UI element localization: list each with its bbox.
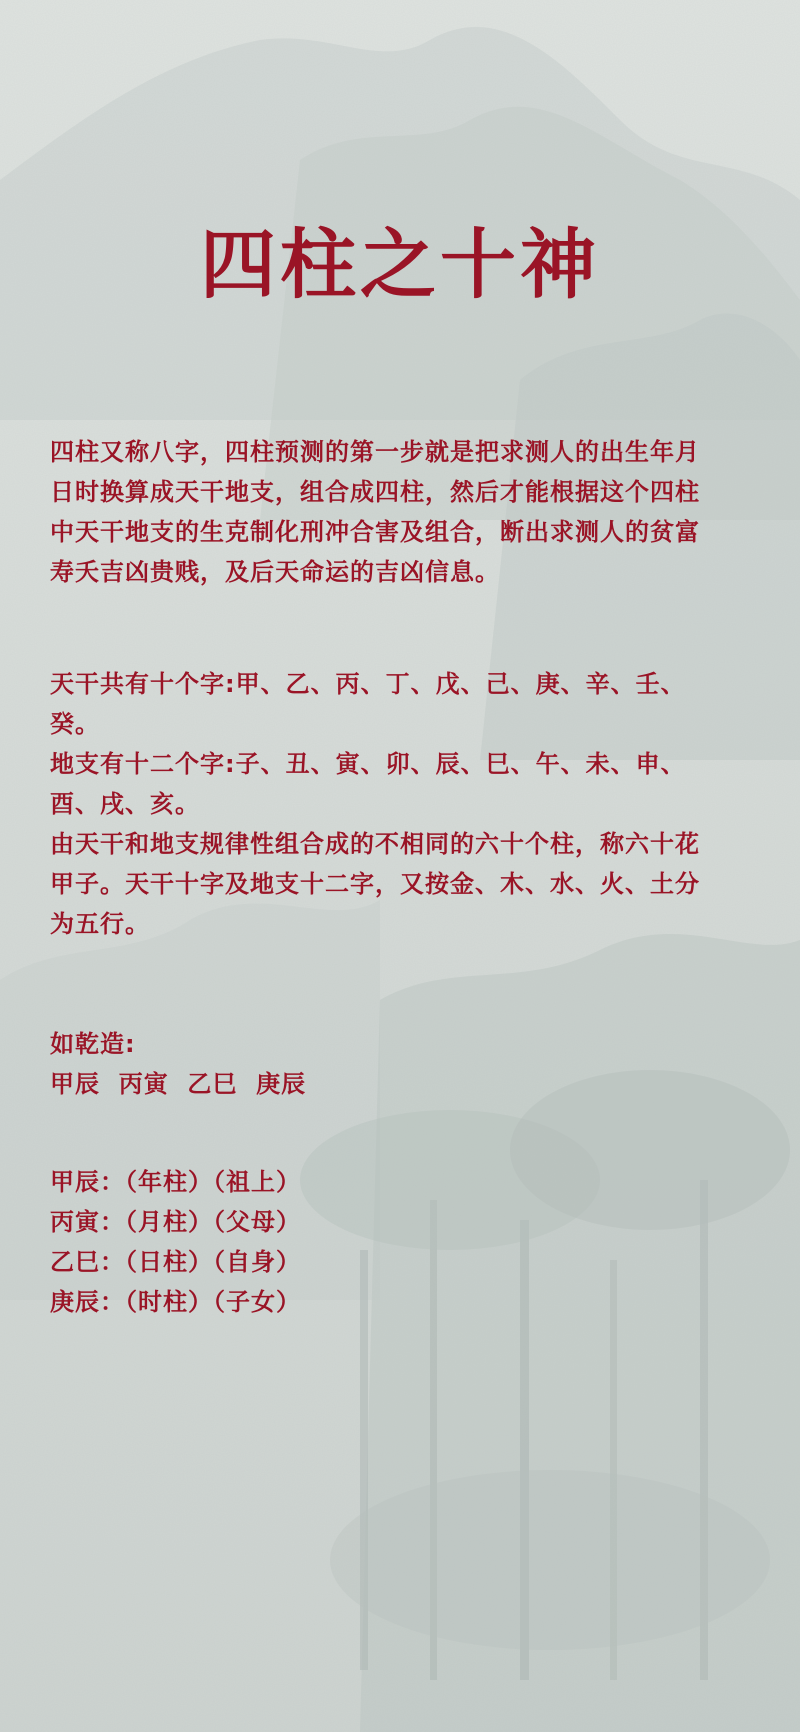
sixty-jiazi-line: 由天干和地支规律性组合成的不相同的六十个柱，称六十花 [50,830,700,858]
sixty-jiazi-line: 为五行。 [50,910,150,938]
example-pillars: 甲辰 丙寅 乙巳 庚辰 [50,1070,307,1098]
intro-line: 中天干地支的生克制化刑冲合害及组合，断出求测人的贫富 [50,518,700,546]
stems-line: 天干共有十个字:甲、乙、丙、丁、戊、己、庚、辛、壬、 [50,670,686,698]
stems-branches-paragraph [50,664,760,944]
pillar-year: 甲辰：（年柱）（祖上） [50,1168,301,1196]
intro-line: 寿夭吉凶贵贱，及后天命运的吉凶信息。 [50,558,500,586]
branches-line: 地支有十二个字:子、丑、寅、卯、辰、巳、午、未、申、 [50,750,686,778]
intro-paragraph [50,432,760,592]
intro-line: 四柱又称八字，四柱预测的第一步就是把求测人的出生年月 [50,438,700,466]
branches-line: 酉、戌、亥。 [50,790,200,818]
intro-line: 日时换算成天干地支，组合成四柱，然后才能根据这个四柱 [50,478,700,506]
pillar-meanings-list [50,1162,760,1322]
example-label: 如乾造: [50,1030,136,1058]
pillar-day: 乙巳：（日柱）（自身） [50,1248,301,1276]
sixty-jiazi-line: 甲子。天干十字及地支十二字，又按金、木、水、火、土分 [50,870,700,898]
pillar-hour: 庚辰：（时柱）（子女） [50,1288,301,1316]
pillar-month: 丙寅：（月柱）（父母） [50,1208,301,1236]
page-title: 四柱之十神 [200,220,600,309]
example-block [50,1024,760,1104]
stems-line: 癸。 [50,710,100,738]
